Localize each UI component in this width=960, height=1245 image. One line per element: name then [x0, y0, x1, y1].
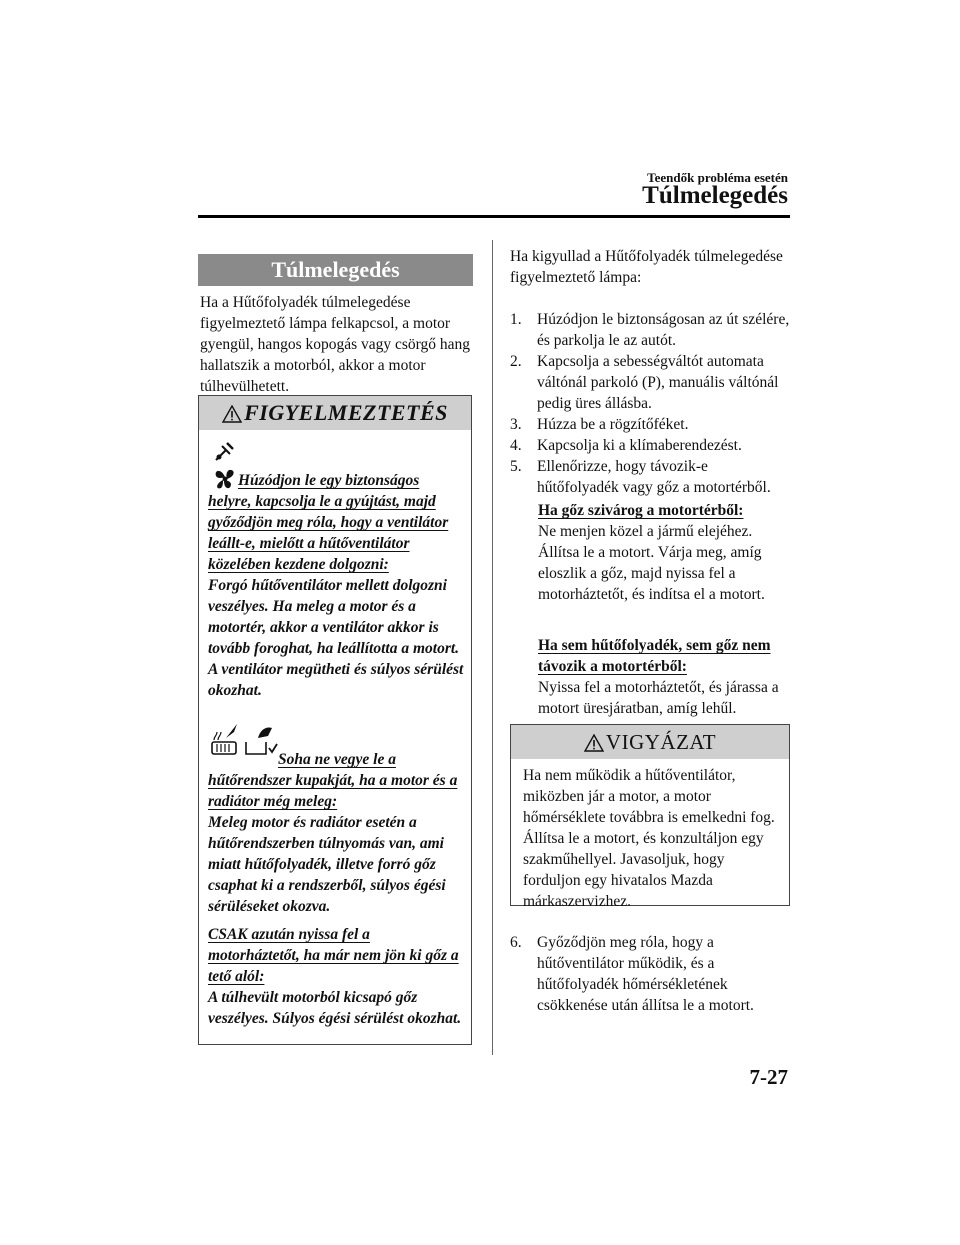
list-item: 5. Ellenőrizze, hogy távozik-e hűtőfolyadék vagy gőz a motortérből. [510, 458, 771, 496]
warning-block-hood [208, 924, 464, 1029]
warning-heading [199, 396, 471, 430]
warning-block3-heading: CSAK azután nyissa fel a motorháztetőt, ha már nem jön ki gőz a tető alól: [208, 926, 459, 985]
page-number: 7-27 [749, 1065, 788, 1089]
warning-block1-heading: Húzódjon le egy biztonságos helyre, kapcsolja le a gyújtást, majd győződjön meg róla, hogy a ventilátor leállt-e, mielőtt a hűtőventilátor közelében kezdene dolgozni: [208, 472, 449, 573]
steam-subsection [538, 500, 790, 605]
no-hand-icon [212, 440, 236, 464]
right-intro: Ha kigyullad a Hűtőfolyadék túlmelegedése figyelmeztető lámpa: [510, 248, 783, 286]
warning-block-cap [208, 749, 464, 917]
warning-triangle-icon [222, 405, 242, 423]
list-item: 2. Kapcsolja a sebességváltót automata váltónál parkoló (P), manuális váltónál pedig üres állásba. [510, 353, 779, 412]
caution-body: Ha nem működik a hűtőventilátor, miközben jár a motor, a motor hőmérséklete továbbra is emelkedni fog. Állítsa le a motort, és konzultáljon egy szakműhellyel. Javasoljuk, hogy forduljon egy hivatalos Mazda márkaszervizhez. [523, 767, 775, 910]
steps-list-continued [510, 932, 790, 1016]
caution-heading [511, 725, 789, 759]
header-rule [198, 215, 790, 218]
no-steam-heading: Ha sem hűtőfolyadék, sem gőz nem távozik a motortérből: [538, 637, 771, 675]
warning-block-fan [208, 470, 464, 701]
no-steam-body: Nyissa fel a motorháztetőt, és járassa a motort üresjáratban, amíg lehűl. [538, 679, 779, 717]
no-steam-subsection [538, 635, 790, 719]
warning-block2-heading: Soha ne vegye le a hűtőrendszer kupakját, ha a motor és a radiátor még meleg: [208, 751, 458, 810]
list-item: 1. Húzódjon le biztonságosan az út szélére, és parkolja le az autót. [510, 311, 790, 349]
list-item: 3. Húzza be a rögzítőféket. [510, 416, 689, 433]
warning-block2-body: Meleg motor és radiátor esetén a hűtőrendszerben túlnyomás van, ami miatt hűtőfolyadék, illetve forró gőz csaphat ki a rendszerből, súlyos égési sérüléseket okozva. [208, 814, 446, 915]
column-divider [492, 240, 493, 1055]
caution-box [510, 724, 790, 910]
chapter-subtitle: Teendők probléma esetén [647, 170, 788, 185]
list-item: 6. Győződjön meg róla, hogy a hűtőventilátor működik, és a hűtőfolyadék hőmérsékletének csökkenése után állítsa le a motort. [510, 934, 754, 1014]
steam-body: Ne menjen közel a jármű elejéhez. Állítsa le a motort. Várja meg, amíg eloszlik a gőz, majd nyissa fel a motorháztetőt, és indítsa el a motort. [538, 523, 765, 603]
intro-paragraph: Ha a Hűtőfolyadék túlmelegedése figyelmeztető lámpa felkapcsol, a motor gyengül, hangos kopogás vagy csörgő hang hallatszik a motorból, akkor a motor túlhevülhetett. [200, 294, 471, 395]
caution-triangle-icon [584, 734, 604, 752]
warning-block1-body: Forgó hűtőventilátor mellett dolgozni veszélyes. Ha meleg a motor és a motortér, akkor a ventilátor akkor is tovább foroghat, ha leállította a motort. A ventilátor megütheti és súlyos sérülést okozhat. [208, 577, 464, 699]
page-title: Túlmelegedés [642, 182, 788, 209]
steps-list [510, 309, 790, 498]
steam-heading: Ha gőz szivárog a motortérből: [538, 502, 744, 519]
list-item: 4. Kapcsolja ki a klímaberendezést. [510, 437, 742, 454]
warning-block3-body: A túlhevült motorból kicsapó gőz veszélyes. Súlyos égési sérülést okozhat. [208, 989, 462, 1027]
warning-heading-text: FIGYELMEZTETÉS [244, 400, 448, 425]
section-title-bar: Túlmelegedés [198, 254, 473, 286]
caution-heading-text: VIGYÁZAT [605, 730, 717, 754]
